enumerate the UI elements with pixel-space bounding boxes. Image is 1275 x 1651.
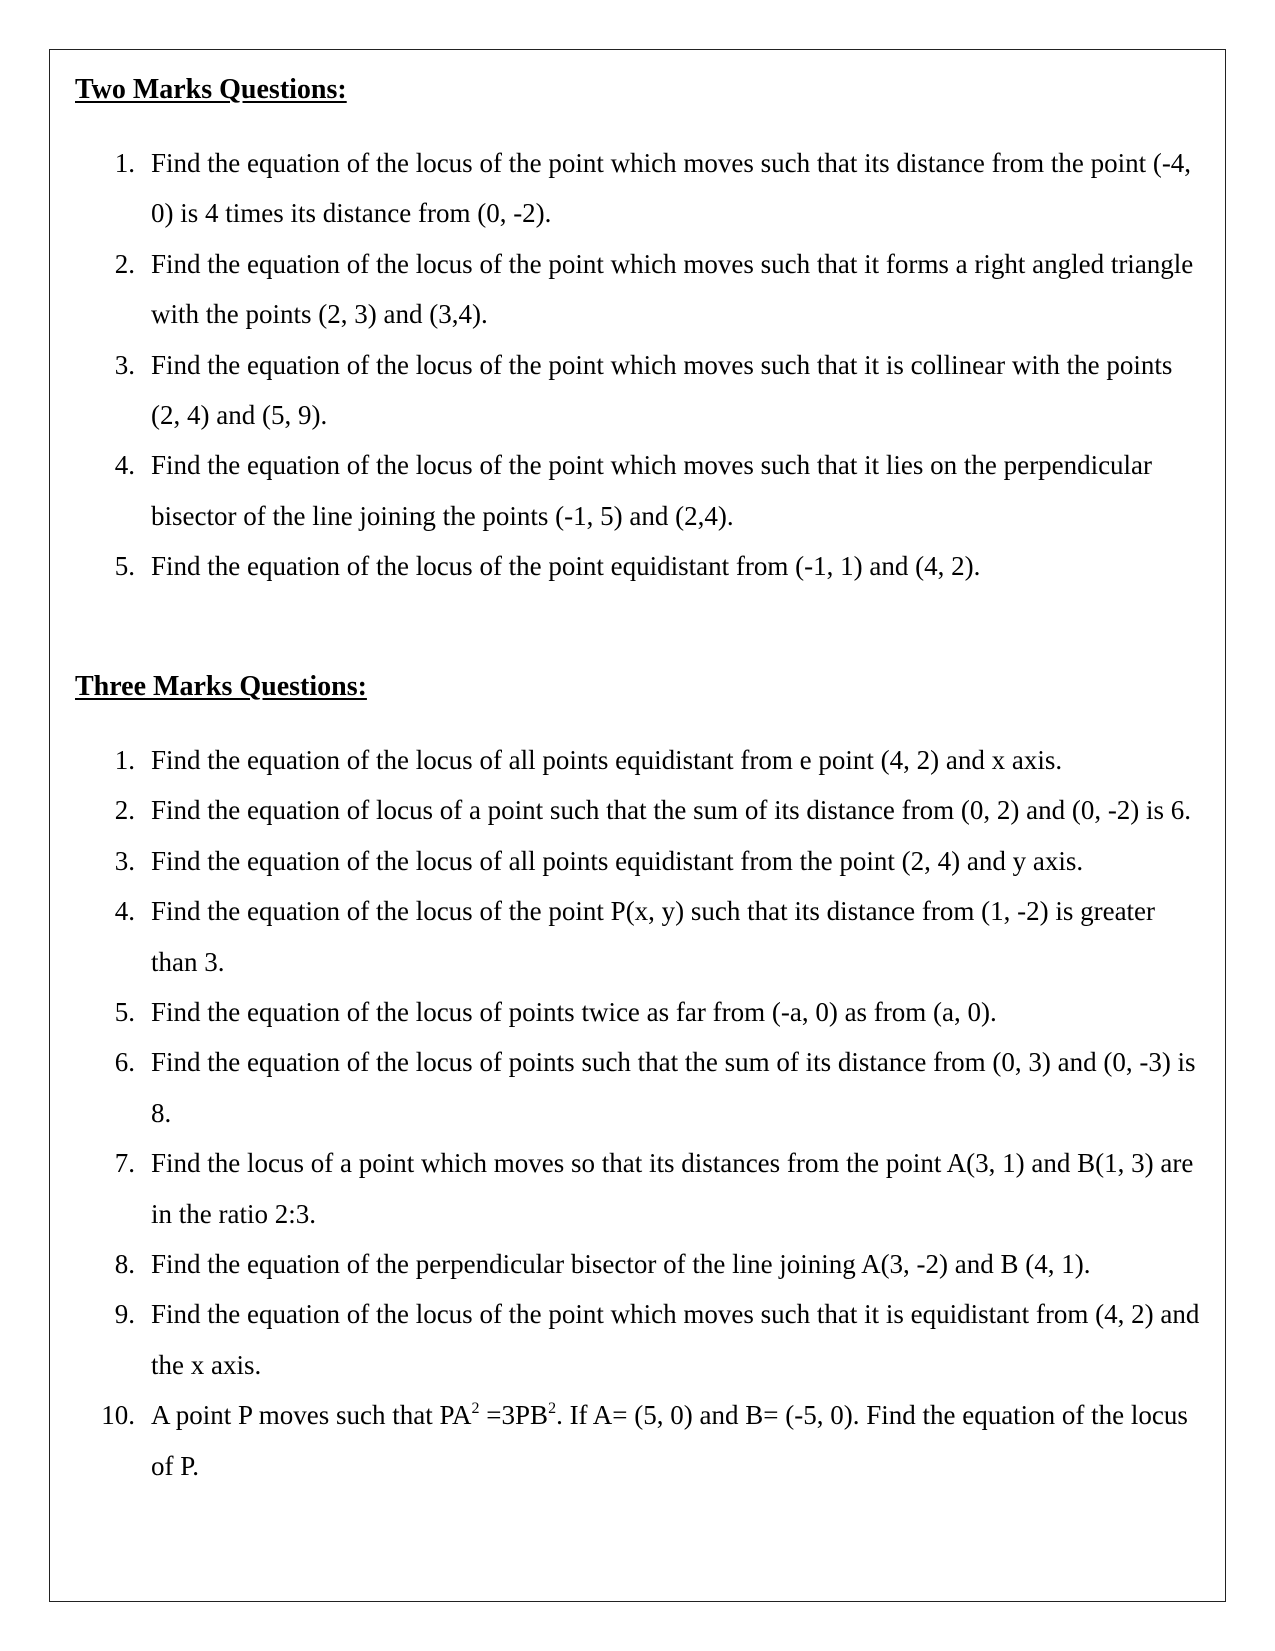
- two-marks-question: [75, 541, 1200, 591]
- question-number: 5.: [114, 997, 135, 1028]
- two-marks-question: [75, 239, 1200, 340]
- question-text-part: . If A= (5, 0) and B= (-5, 0). Find the equation of the locus of P.: [151, 1400, 1188, 1481]
- question-text: Find the locus of a point which moves so that its distances from the point A(3, 1) and B(1, 3) are in the ratio 2:3.: [151, 1148, 1194, 1229]
- question-number: 2.: [114, 248, 135, 279]
- question-text: Find the equation of the locus of the point which moves such that it forms a right angled triangle with the points (2, 3) and (3,4).: [151, 248, 1194, 330]
- question-text: Find the equation of the locus of the point which moves such that it is collinear with the points (2, 4) and (5, 9).: [151, 349, 1173, 431]
- question-number: 6.: [114, 1047, 135, 1078]
- three-marks-question: [75, 1037, 1200, 1138]
- question-text-part: =3PB: [479, 1400, 549, 1431]
- question-text: Find the equation of locus of a point such that the sum of its distance from (0, 2) and (0, -2) is 6.: [151, 795, 1192, 826]
- question-text: Find the equation of the locus of the point equidistant from (-1, 1) and (4, 2).: [151, 551, 981, 582]
- three-marks-question-list: [75, 735, 1200, 1491]
- question-text: Find the equation of the locus of the point which moves such that its distance from the point (-4, 0) is 4 times its distance from (0, -2).: [151, 148, 1192, 229]
- question-number: 1.: [114, 745, 135, 775]
- two-marks-question: [75, 440, 1200, 541]
- two-marks-question-list: [75, 138, 1200, 592]
- question-text-part: A point P moves such that PA: [151, 1400, 472, 1431]
- question-text: Find the equation of the locus of the point which moves such that it lies on the perpendicular bisector of the line joining the points (-1, 5) and (2,4).: [151, 450, 1153, 531]
- question-text: Find the equation of the locus of all points equidistant from the point (2, 4) and y axis.: [151, 845, 1084, 876]
- three-marks-question: [75, 785, 1200, 835]
- three-marks-heading: Three Marks Questions:: [75, 671, 367, 702]
- question-text: Find the equation of the locus of the point which moves such that it is equidistant from (4, 2) and the x axis.: [151, 1299, 1200, 1380]
- three-marks-question: [75, 1239, 1200, 1289]
- two-marks-question: [75, 340, 1200, 441]
- question-text: Find the equation of the locus of all points equidistant from e point (4, 2) and x axis.: [151, 745, 1063, 775]
- three-marks-question: [75, 836, 1200, 886]
- question-text: Find the equation of the locus of the point P(x, y) such that its distance from (1, -2) is greater than 3.: [151, 896, 1156, 977]
- question-number: 4.: [114, 896, 135, 927]
- two-marks-question: [75, 138, 1200, 239]
- question-number: 5.: [114, 551, 135, 582]
- question-number: 3.: [114, 845, 135, 876]
- three-marks-question: [75, 1138, 1200, 1239]
- question-number: 9.: [114, 1299, 135, 1330]
- three-marks-question: [75, 735, 1200, 785]
- question-text: Find the equation of the locus of points twice as far from (-a, 0) as from (a, 0).: [151, 997, 997, 1028]
- question-number: 1.: [114, 148, 135, 178]
- question-number: 4.: [114, 450, 135, 481]
- superscript-exponent: 2: [548, 1400, 557, 1418]
- question-text: [151, 1400, 1188, 1480]
- question-text: Find the equation of the locus of points such that the sum of its distance from (0, 3) and (0, -3) is 8.: [151, 1047, 1196, 1128]
- question-number: 2.: [114, 795, 135, 826]
- three-marks-question: [75, 886, 1200, 987]
- question-number: 10.: [101, 1400, 135, 1431]
- question-text: Find the equation of the perpendicular bisector of the line joining A(3, -2) and B (4, 1).: [151, 1249, 1091, 1280]
- two-marks-heading: Two Marks Questions:: [75, 74, 347, 105]
- question-number: 8.: [114, 1249, 135, 1280]
- three-marks-question-10: [75, 1390, 1200, 1491]
- superscript-exponent: 2: [471, 1400, 480, 1418]
- three-marks-question: [75, 987, 1200, 1037]
- three-marks-question: [75, 1289, 1200, 1390]
- question-number: 3.: [114, 349, 135, 380]
- question-number: 7.: [114, 1148, 135, 1179]
